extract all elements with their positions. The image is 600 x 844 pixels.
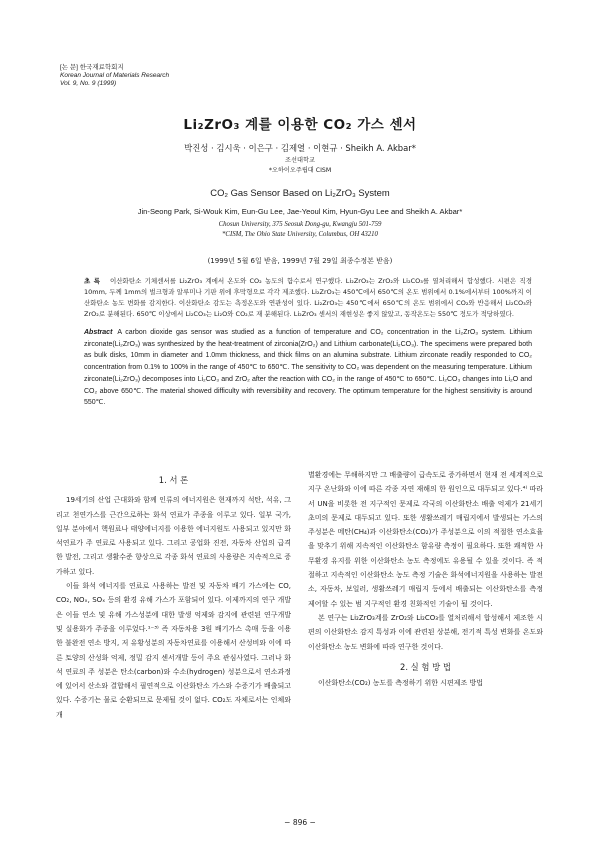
paper-title-korean: Li₂ZrO₃ 계를 이용한 CO₂ 가스 센서: [183, 117, 417, 133]
body-paragraph: 별환경에는 무해하지만 그 배출량이 급속도로 증가하면서 현재 전 세계적으로 지구 온난화와 이에 따른 각종 자연 재해의 한 원인으로 대두되고 있다.⁴⁾ 따라서 UN을 비롯한 전 지구적인 문제로 각국의 이산화탄소 배출 억제가 21세기 초미의 문제로 대두되고 있다. 또한 생활쓰레기 매립지에서 발생되는 가스의 주성분은 메탄(CH₄)과 이산화탄소(CO₂)가 주성분으로 이의 적절한 연소효율을 맞추기 위해 지속적인 이산화탄소 함유량 측정이 필요하다. 또한 쾌적한 사무환경 유지를 위한 이산화탄소 농도 측정에도 유용될 수 있을 것이다. 즉 적절하고 지속적인 이산화탄소 농도 측정 기술은 화석에너지원을 사용하는 발전소, 자동차, 보일러, 생활쓰레기 매립지 등에서 배출되는 이산화탄소를 측정 제어할 수 있는 범 지구적인 환경 친화적인 기술이 될 것이다.: [308, 471, 543, 608]
affiliation-korean-1: 조선대학교: [285, 157, 315, 164]
journal-name-en: Korean Journal of Materials Research: [60, 72, 170, 80]
body-column-left: [56, 473, 291, 722]
body-paragraph: 이산화탄소(CO₂) 농도를 측정하기 위한 시편제조 방법: [318, 679, 484, 688]
journal-name-kr: [논 문] 한국재료학회지: [60, 64, 124, 71]
journal-header: [60, 64, 169, 89]
body-paragraph: 본 연구는 Li₂ZrO₃계를 ZrO₂와 Li₂CO₃를 열처리해서 합성해서 제조한 시편의 이산화탄소 감지 특성과 이에 관련된 상분해, 전기적 특성 변화를 온도와 이산화탄소 농도 변화에 따라 연구한 것이다.: [308, 613, 543, 651]
authors-english: Jin-Seong Park, Si-Wouk Kim, Eun-Gu Lee, Jae-Yeoul Kim, Hyun-Gyu Lee and Sheikh A. Akbar*: [137, 207, 463, 216]
abstract-english: [84, 327, 532, 409]
paper-title-english: CO₂ Gas Sensor Based on Li₂ZrO₃ System: [210, 187, 390, 198]
section-heading-methods: 2. 실 험 방 법: [400, 661, 451, 672]
affiliation-english-2: *CISM, The Ohio State University, Columbus, OH 43210: [222, 230, 378, 238]
received-dates: (1999년 5월 6일 받음, 1999년 7월 29일 최종수정본 받음): [207, 257, 393, 265]
body-column-right: [308, 468, 543, 690]
affiliation-english-1: Chosun University, 375 Seosuk Dong-gu, Kwangju 501-759: [218, 221, 382, 228]
page-number: − 896 −: [284, 818, 316, 827]
abstract-english-label: Abstract: [84, 329, 113, 336]
abstract-korean: [84, 276, 532, 320]
section-heading-introduction: 1. 서 론: [158, 475, 189, 485]
affiliation-korean: [0, 156, 600, 176]
abstract-korean-text: 이산화탄소 기체센서를 Li₂ZrO₃ 계에서 온도와 CO₂ 농도의 함수로서 연구했다. Li₂ZrO₃는 ZrO₂와 Li₂CO₃를 열처리해서 합성했다. 시편은 직경 10mm, 두께 1mm의 벌크형과 알루미나 기판 위에 후막형으로 각각 제조했다. Li₂ZrO₃는 450℃에서 650℃의 온도 범위에서 0.1%에서부터 100%까지 이산화탄소 농도 변화를 감지한다. 이산화탄소 감도는 측정온도와 연관성이 있다. Li₂ZrO₃는 450℃에서 650℃의 온도 범위에서 CO₂와 반응해서 Li₂CO₃와 ZrO₂로 분해된다. 650℃ 이상에서 Li₂CO₃는 Li₂O와 CO₂로 재 분해된다. Li₂ZrO₃ 센서의 재현성은 좋지 않았고, 동작온도는 550℃ 정도가 적당하였다.: [84, 277, 532, 318]
journal-volume: Vol. 9, No. 9 (1999): [60, 80, 117, 88]
affiliation-english: [0, 220, 600, 239]
abstract-korean-label: 초 록: [84, 277, 100, 285]
authors-korean: 박진성 · 김시욱 · 이은구 · 김제열 · 이현규 · Sheikh A. Akbar*: [184, 143, 416, 153]
body-paragraph: 이들 화석 에너지를 연료로 사용하는 발전 및 자동차 배기 가스에는 CO, CO₂, NOₓ, SOₓ 등의 환경 유해 가스가 포함되어 있다. 이제까지의 연구 개발은 이들 연소 및 유해 가스성분에 대한 발생 억제와 감지에 관련된 연구개발 및 실용화가 주종을 이루었다.¹⁻³⁾ 즉 자동차용 3원 배기가스 촉매 등을 이용한 불완전 연소 방지, 저 유황성분의 자동차연료를 이용해서 산성비와 이에 따른 토양의 산성화 억제, 정밀 감지 센서개발 등이 주요 관심사였다. 그러나 화석 연료의 주 성분은 탄소(carbon)와 수소(hydrogen) 성분으로서 연소과정에 있어서 산소와 결합해서 필연적으로 이산화탄소 가스와 수증기가 배출되고 있다. 수증기는 물로 순환되므로 문제될 것이 없다. CO₂도 자체로서는 인체와 개: [56, 582, 291, 719]
body-paragraph: 19세기의 산업 근대화와 함께 인류의 에너지원은 현재까지 석탄, 석유, 그리고 천연가스를 근간으로하는 화석 연료가 주종을 이루고 있다. 일부 국가, 일부 분야에서 핵원료나 태양에너지를 이용한 에너지원도 사용되고 있지만 화석연료가 주 연료로 사용되고 있다. 그리고 공업화 진전, 자동차 산업의 급격한 발전, 그리고 생활수준 향상으로 각종 화석 연료의 사용량은 지속적으로 증가하고 있다.: [56, 496, 291, 576]
abstract-english-text: A carbon dioxide gas sensor was studied as a function of temperature and CO₂ concentration in the Li₂ZrO₃ system. Lithium zirconate(Li₂ZrO₃) was synthesized by the heat-treatment of zirconia(ZrO₂) and Lithium carbonate(Li₂CO₃). The specimens were prepared both as bulk disks, 10mm in diameter and 1.0mm thickness, and thick films on an alumina substrate. Lithium zirconate readily responded to CO₂ concentration from 0.1% to 100% in the range of 450℃ to 650℃. The sensitivity to CO₂ was dependent on the measuring temperature. Lithium zirconate(Li₂ZrO₃) decomposes into Li₂CO₃ and ZrO₂ after the reaction with CO₂ in the range of 450℃ to 650℃. Li₂CO₃ changes into Li₂O and CO₂ above 650℃. The material showed difficulty with reversibility and recovery. The optimum temperature for the highest sensitivity is around 550℃.: [84, 329, 532, 407]
affiliation-korean-2: *오하이오주립대 CISM: [268, 166, 332, 174]
